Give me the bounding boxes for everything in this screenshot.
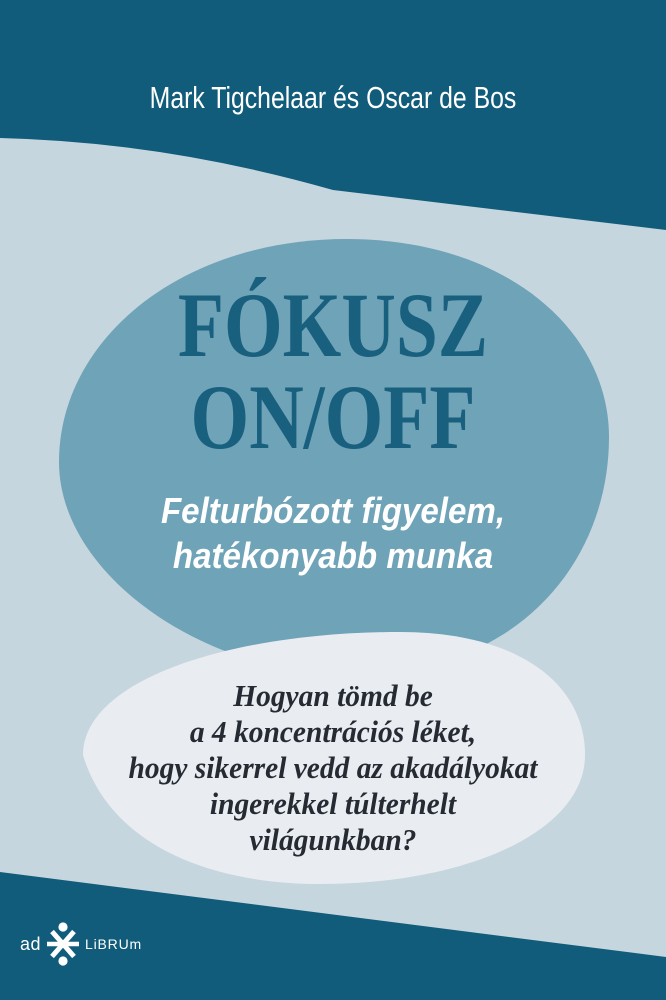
publisher-logo bbox=[20, 919, 142, 969]
book-subtitle-line-1: Felturbózott figyelem, bbox=[160, 490, 506, 531]
book-subtitle bbox=[27, 488, 640, 578]
book-title-line-1: FÓKUSZ bbox=[177, 274, 489, 376]
star-bottom-dot bbox=[58, 956, 67, 965]
question-line-3: hogy sikerrel vedd az akadályokat bbox=[128, 750, 538, 785]
book-title-line-2: ON/OFF bbox=[190, 366, 476, 468]
question-line-2: a 4 koncentrációs léket, bbox=[189, 714, 477, 749]
author-names: Mark Tigchelaar és Oscar de Bos bbox=[149, 80, 517, 115]
asterisk-star-icon bbox=[46, 921, 80, 967]
cover-question-text bbox=[17, 678, 650, 858]
publisher-logo-prefix: ad bbox=[20, 933, 42, 954]
question-line-5: világunkban? bbox=[249, 822, 417, 857]
book-subtitle-line-2: hatékonyabb munka bbox=[172, 535, 494, 576]
question-line-1: Hogyan tömd be bbox=[233, 678, 433, 713]
star-top-dot bbox=[58, 922, 67, 931]
book-title bbox=[60, 274, 606, 468]
publisher-logo-name: LiBRUm bbox=[85, 936, 142, 952]
question-line-4: ingerekkel túlterhelt bbox=[209, 786, 457, 821]
